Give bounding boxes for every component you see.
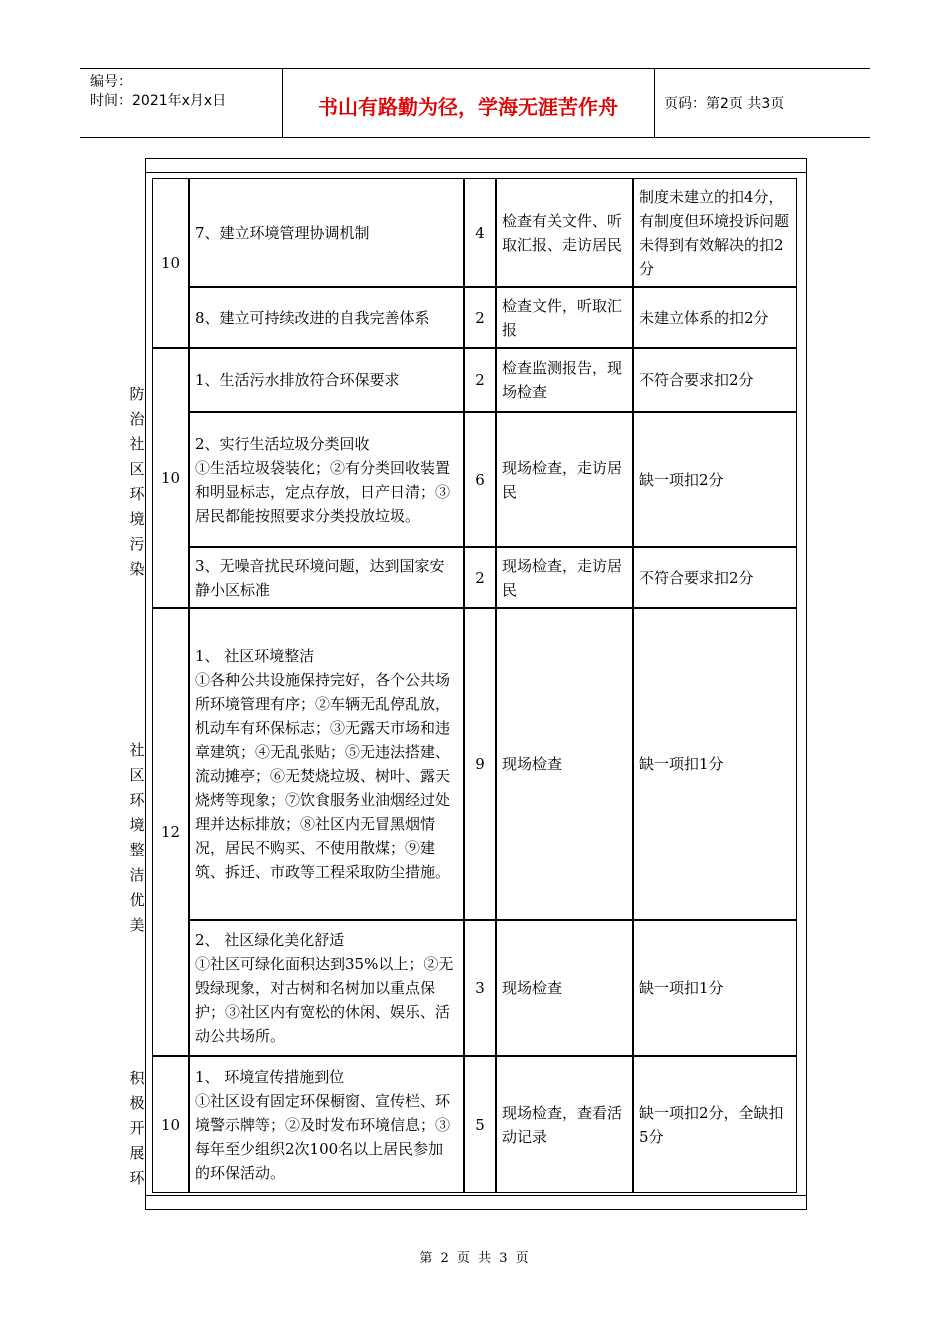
table-row-item: [189, 287, 464, 348]
item-score: 5: [475, 1115, 485, 1134]
deduct-cell: [633, 920, 797, 1056]
deduct-cell: [633, 287, 797, 348]
section-label-cleanliness: 社区环境整洁优美: [129, 741, 145, 934]
deduct-text: 不符合要求扣2分: [639, 371, 754, 389]
header-meta: [90, 73, 226, 111]
group-score: 12: [160, 823, 181, 841]
header-page-number: 页码：第2页 共3页: [664, 96, 785, 112]
item-text: 1、生活污水排放符合环保要求: [195, 371, 400, 389]
deduct-text: 缺一项扣1分: [639, 979, 724, 997]
item-score-cell: [464, 287, 496, 348]
deduct-text: 缺一项扣1分: [639, 755, 724, 773]
deduct-cell: [633, 1056, 797, 1193]
table-row-item: [189, 178, 464, 287]
item-score: 2: [475, 308, 485, 327]
deduct-cell: [633, 412, 797, 547]
method-cell: [496, 608, 633, 920]
item-text: 2、实行生活垃圾分类回收 ①生活垃圾袋装化；②有分类回收装置和明显标志，定点存放，日产日清；③居民都能按照要求分类投放垃圾。: [195, 434, 451, 525]
group-score-cell: [152, 348, 189, 608]
item-text: 1、 环境宣传措施到位 ①社区设有固定环保橱窗、宣传栏、环境警示牌等；②及时发布环境信息；③每年至少组织2次100名以上居民参加的环保活动。: [195, 1067, 451, 1182]
table-row-item: [189, 412, 464, 547]
method-text: 现场检查，走访居民: [502, 458, 623, 501]
item-text: 8、建立可持续改进的自我完善体系: [195, 308, 430, 327]
method-text: 检查文件，听取汇报: [502, 296, 623, 339]
group-score: 10: [160, 1115, 181, 1134]
method-cell: [496, 348, 633, 412]
item-score: 3: [475, 979, 485, 997]
item-score-cell: [464, 608, 496, 920]
item-text: 3、无噪音扰民环境问题，达到国家安静小区标准: [195, 556, 445, 599]
method-cell: [496, 920, 633, 1056]
deduct-text: 缺一项扣2分，全缺扣5分: [639, 1103, 784, 1146]
group-score: 10: [160, 469, 181, 487]
section-label-pollution: 防治社区环境污染: [129, 385, 145, 578]
page-header: [80, 68, 870, 138]
item-score-cell: [464, 1056, 496, 1193]
method-text: 检查有关文件、听取汇报、走访居民: [502, 211, 623, 254]
group-score: 10: [160, 254, 181, 272]
item-score: 2: [475, 371, 485, 389]
section-label-publicity: 积极开展环: [129, 1069, 145, 1187]
method-text: 现场检查，走访居民: [502, 556, 623, 599]
item-score-cell: [464, 178, 496, 287]
item-text: 7、建立环境管理协调机制: [195, 223, 370, 242]
table-row-item: [189, 1056, 464, 1193]
item-score: 2: [475, 568, 485, 587]
table-row-item: [189, 920, 464, 1056]
table-top-rule: [145, 172, 807, 173]
group-score-cell: [152, 608, 189, 1056]
document-number: 编号：: [90, 74, 132, 90]
table-bottom-rule: [145, 1195, 807, 1196]
group-score-cell: [152, 1056, 189, 1193]
deduct-cell: [633, 348, 797, 412]
item-text: 1、 社区环境整洁 ①各种公共设施保持完好，各个公共场所环境管理有序；②车辆无乱停乱放，机动车有环保标志；③无露天市场和违章建筑；④无乱张贴；⑤无违法搭建、流动摊亭；⑥无焚烧垃圾、树叶、露天烧烤等现象；⑦饮食服务业油烟经过处理并达标排放；⑧社区内无冒黑烟情况，居民不购买、不使用散煤；⑨建筑、拆迁、市政等工程采取防尘措施。: [195, 647, 451, 881]
method-text: 现场检查: [502, 755, 563, 773]
item-text: 2、 社区绿化美化舒适 ①社区可绿化面积达到35%以上；②无毁绿现象，对古树和名树加以重点保护；③社区内有宽松的休闲、娱乐、活动公共场所。: [195, 931, 454, 1045]
method-cell: [496, 412, 633, 547]
deduct-text: 未建立体系的扣2分: [639, 308, 769, 327]
item-score: 4: [475, 223, 485, 242]
item-score-cell: [464, 412, 496, 547]
deduct-cell: [633, 178, 797, 287]
page-footer: 第 2 页 共 3 页: [419, 1251, 531, 1266]
item-score: 9: [475, 755, 485, 773]
item-score-cell: [464, 547, 496, 608]
table-row-item: [189, 547, 464, 608]
method-cell: [496, 178, 633, 287]
table-row-item: [189, 348, 464, 412]
group-score-cell: [152, 178, 189, 348]
method-cell: [496, 547, 633, 608]
item-score-cell: [464, 920, 496, 1056]
method-cell: [496, 1056, 633, 1193]
method-cell: [496, 287, 633, 348]
method-text: 检查监测报告，现场检查: [502, 359, 623, 401]
header-divider: [654, 69, 655, 137]
method-text: 现场检查: [502, 979, 563, 997]
deduct-cell: [633, 547, 797, 608]
table-row-item: [189, 608, 464, 920]
header-motto: 书山有路勤为径，学海无涯苦作舟: [318, 95, 618, 119]
deduct-text: 不符合要求扣2分: [639, 568, 754, 587]
deduct-cell: [633, 608, 797, 920]
item-score: 6: [475, 470, 485, 489]
document-date: 时间：2021年x月x日: [90, 93, 227, 109]
deduct-text: 制度未建立的扣4分，有制度但环境投诉问题未得到有效解决的扣2分: [639, 187, 790, 278]
deduct-text: 缺一项扣2分: [639, 470, 724, 489]
item-score-cell: [464, 348, 496, 412]
method-text: 现场检查，查看活动记录: [502, 1103, 623, 1146]
